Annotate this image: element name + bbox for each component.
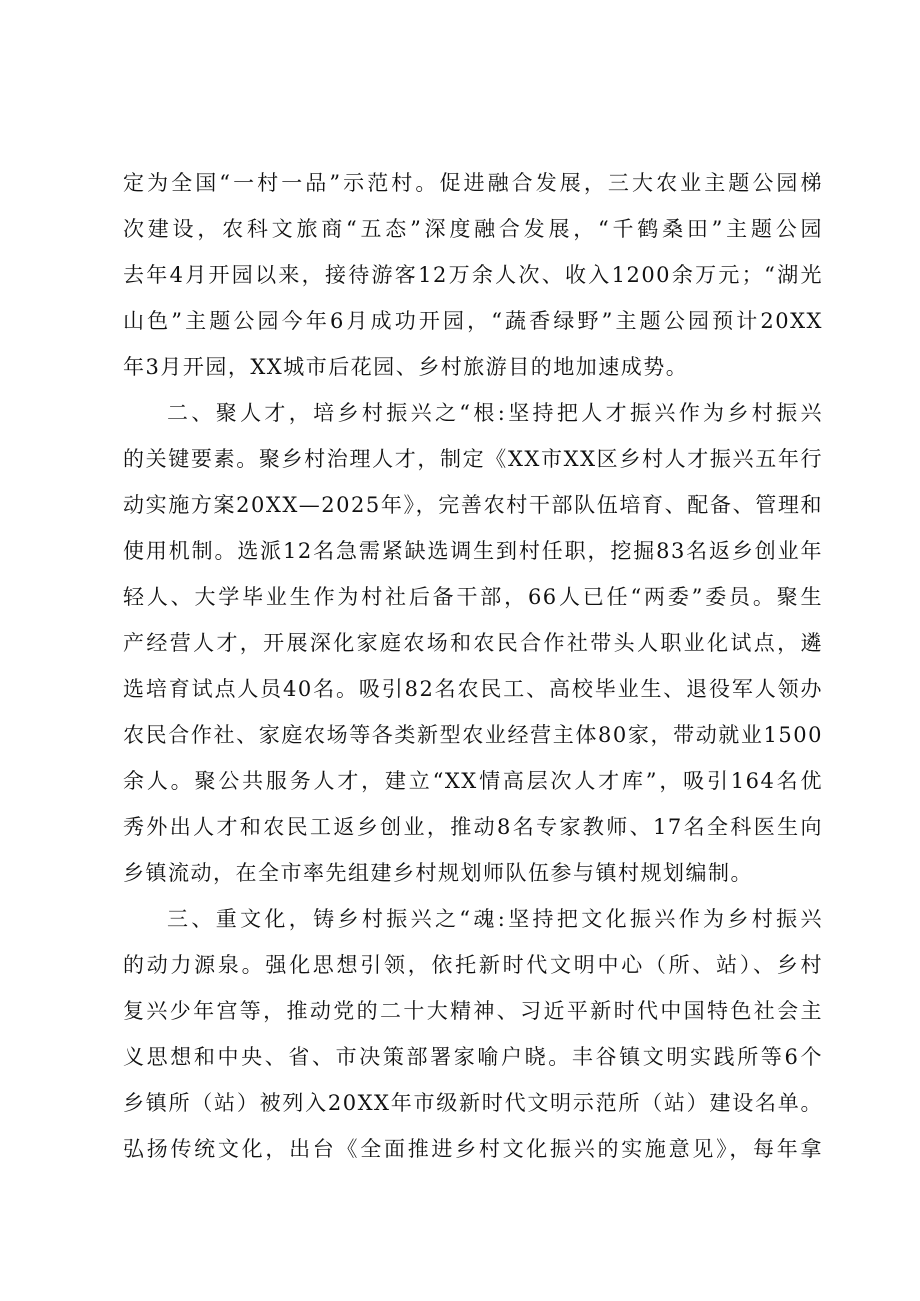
text-line: 山色”主题公园今年6月成功开园，“蔬香绿野”主题公园预计20XX	[123, 309, 823, 333]
text-line: 的关键要素。聚乡村治理人才，制定《XX市XX区乡村人才振兴五年行	[123, 447, 823, 471]
paragraph-1	[123, 160, 823, 390]
text-line: 去年4月开园以来，接待游客12万余人次、收入1200余万元；“湖光	[123, 263, 823, 287]
text-line: 选培育试点人员40名。吸引82名农民工、高校毕业生、退役军人领办	[123, 677, 823, 701]
text-line: 三、重文化，铸乡村振兴之“魂:坚持把文化振兴作为乡村振兴	[167, 907, 823, 931]
text-line: 二、聚人才，培乡村振兴之“根:坚持把人才振兴作为乡村振兴	[167, 401, 823, 425]
text-line: 弘扬传统文化，出台《全面推进乡村文化振兴的实施意见》，每年拿	[123, 1137, 823, 1161]
paragraph-2	[123, 390, 823, 896]
text-line: 复兴少年宫等，推动党的二十大精神、习近平新时代中国特色社会主	[123, 999, 823, 1023]
document-body	[123, 160, 823, 1172]
text-line: 的动力源泉。强化思想引领，依托新时代文明中心（所、站）、乡村	[123, 953, 823, 977]
text-line: 定为全国“一村一品”示范村。促进融合发展，三大农业主题公园梯	[123, 171, 823, 195]
text-line: 秀外出人才和农民工返乡创业，推动8名专家教师、17名全科医生向	[123, 815, 823, 839]
text-line: 次建设，农科文旅商“五态”深度融合发展，“千鹤桑田”主题公园	[123, 217, 823, 241]
text-line: 使用机制。选派12名急需紧缺选调生到村任职，挖掘83名返乡创业年	[123, 539, 823, 563]
text-line: 年3月开园，XX城市后花园、乡村旅游目的地加速成势。	[123, 355, 689, 379]
text-line: 产经营人才，开展深化家庭农场和农民合作社带头人职业化试点，遴	[123, 631, 823, 655]
text-line: 动实施方案20XX—2025年》，完善农村干部队伍培育、配备、管理和	[123, 493, 823, 517]
text-line: 农民合作社、家庭农场等各类新型农业经营主体80家，带动就业1500	[123, 723, 823, 747]
text-line: 轻人、大学毕业生作为村社后备干部，66人已任“两委”委员。聚生	[123, 585, 823, 609]
text-line: 义思想和中央、省、市决策部署家喻户晓。丰谷镇文明实践所等6个	[123, 1045, 823, 1069]
paragraph-3	[123, 896, 823, 1172]
text-line: 乡镇所（站）被列入20XX年市级新时代文明示范所（站）建设名单。	[123, 1091, 823, 1115]
text-line: 乡镇流动，在全市率先组建乡村规划师队伍参与镇村规划编制。	[123, 861, 753, 885]
text-line: 余人。聚公共服务人才，建立“XX情高层次人才库”，吸引164名优	[123, 769, 823, 793]
